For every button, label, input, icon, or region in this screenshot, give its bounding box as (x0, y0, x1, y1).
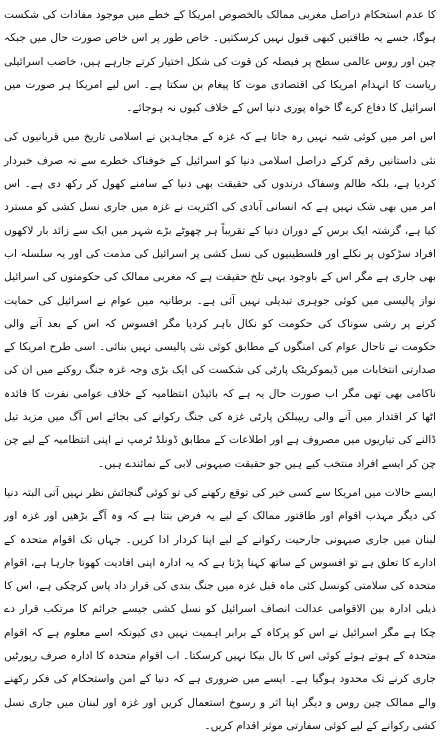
article-paragraph-3: ایسے حالات میں امریکا سے کسی خیر کی توقع رکھنے کی تو کوئی گنجائش نظر نہیں آتی البتہ دنیا کی دیگر مہذب اقوام اور طاقتور ممالک کے لیے یہ فرض بنتا ہے کہ وہ آگے بڑھیں اور غزہ اور لبنان میں جاری صیہونی جارحیت رکوانے کے لیے اپنا کردار ادا کریں۔ جہاں تک اقوام متحدہ کے ادارے کا تعلق ہے تو افسوس کے ساتھ کہنا پڑتا ہے کہ یہ ادارہ اپنی افادیت کھوتا جارہا ہے، اقوام متحدہ کی سلامتی کونسل کئی ماہ قبل غزہ میں جنگ بندی کی قرار داد پاس کرچکی ہے، اس کا ذیلی ادارہ بین الاقوامی عدالت انصاف اسرائیل کو نسل کشی جیسے جرائم کا مرتکب قرار دے چکا ہے مگر اسرائیل نے اس کو پرکاہ کے برابر اہمیت نہیں دی کیونکہ اسے معلوم ہے کہ اقوام متحدہ کے ہوتے ہوئے کوئی اس کا بال بیکا نہیں کرسکتا۔ اب اقوام متحدہ کا ادارہ صرف رپورٹیں جاری کرنے تک محدود ہوگیا ہے۔ ایسے میں ضروری ہے کہ دنیا کے امن واستحکام کی فکر رکھنے والے ممالک چین روس و دیگر اپنا اثر و رسوخ استعمال کریں اور غزہ اور لبنان میں جاری نسل کشی رکوانے کے لیے کوئی سفارتی موثر اقدام کریں۔ (4, 485, 436, 732)
article-paragraph-1: کا عدم استحکام دراصل مغربی ممالک بالخصوص امریکا کے خطے میں موجود مفادات کی شکست ہوگا، جسے یہ طاقتیں کبھی قبول نہیں کرسکتیں۔ خاص طور پر اس خاص صورت حال میں جبکہ چین اور روس عالمی سطح پر فیصلہ کن قوت کی شکل اختیار کرتے جارہے ہیں، خاصب اسرائیلی ریاست کا انہدام امریکا کی اقتصادی موت کا پیغام بن سکتا ہے۔ اس لیے امریکا ہر صورت میں اسرائیل کا دفاع کرے گا خواہ پوری دنیا اس کے خلاف کیوں نہ ہوجائے۔ (4, 8, 436, 115)
article-paragraph-2: اس امر میں کوئی شبہ نہیں رہ جاتا ہے کہ غزہ کے مجاہدین نے اسلامی تاریخ میں قربانیوں کی نئی داستانیں رقم کرکے دراصل اسلامی دنیا کو اسرائیل کے خوفناک خطرے سے نہ صرف خبردار کردیا ہے، بلکہ ظالم وسفاک درندوں کی حقیقت بھی دنیا کے سامنے کھول کر رکھ دی ہے۔ اس امر میں بھی شک نہیں ہے کہ انسانی آبادی کی اکثریت نے غزہ میں جاری نسل کشی کو مسترد کیا ہے، گزشتہ ایک برس کے دوران دنیا کے تقریباً ہر چھوٹے بڑے شہر میں ایک سے زائد بار لاکھوں افراد سڑکوں پر نکلے اور فلسطینیوں کی نسل کشی پر اسرائیل کی مذمت کی اور یہ سلسلہ اب بھی جاری ہے مگر اس کے باوجود یہی تلخ حقیقت ہے کہ مغربی ممالک کی حکومتوں کی اسرائیل نواز پالیسی میں کوئی جوہری تبدیلی نہیں آئی ہے۔ برطانیہ میں عوام نے اسرائیل کی حمایت کرنے پر رشی سوناک کی حکومت کو نکال باہر کردیا مگر افسوس کہ اس کے بعد آنے والی حکومت نے تاحال عوام کی امنگوں کے مطابق کوئی نئی پالیسی نہیں بنائی۔ اسی طرح امریکا کے صدارتی انتخابات میں ڈیموکریٹک پارٹی کی شکست کی ایک بڑی وجہ غزہ جنگ روکنے میں ان کی ناکامی بھی تھی مگر اب صورت حال یہ ہے کہ بائیڈن انتظامیہ کے خلاف عوامی نفرت کا فائدہ اٹھا کر اقتدار میں آنے والی ریپبلکن پارٹی غزہ کی جنگ رکوانے کی بجائے اس آگ میں مزید تیل ڈالنے کی تیاریوں میں مصروف ہے اور اطلاعات کے مطابق ڈونلڈ ٹرمپ نے اپنی انتظامیہ کے لیے چن چن کر ایسے افراد منتخب کیے ہیں جو حقیقت صیہونی لابی کے نمائندے ہیں۔ (4, 130, 436, 470)
